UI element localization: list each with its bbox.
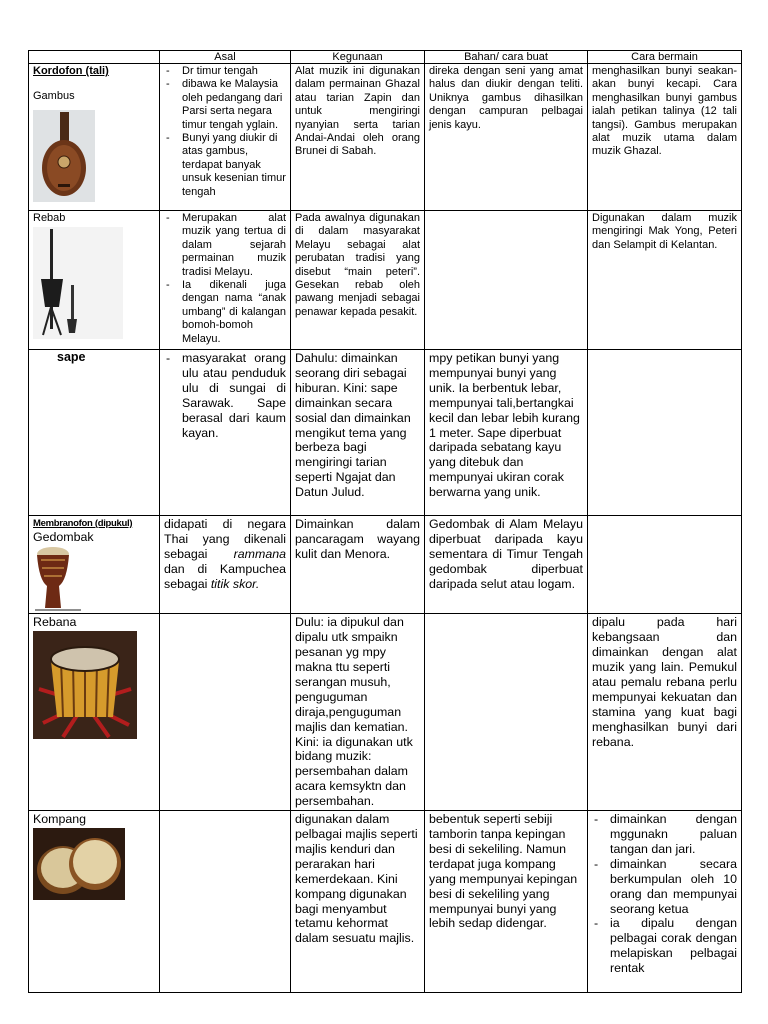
- header-bahan: Bahan/ cara buat: [425, 51, 588, 64]
- instrument-table: [28, 50, 742, 993]
- instrument-name: sape: [57, 350, 86, 364]
- table-row: [29, 516, 742, 614]
- table-row: [29, 64, 742, 211]
- asal-italic: titik skor.: [210, 576, 260, 591]
- kegunaan-cell: Dimainkan dalam pancaragam wayang kulit dan Menora.: [291, 516, 425, 614]
- list-item: - Merupakan alat muzik yang tertua di dalam sejarah permainan muzik tradisi Melayu.: [164, 212, 286, 279]
- category-label: Kordofon (tali): [33, 65, 109, 77]
- list-item: - dimainkan secara berkumpulan oleh 10 orang dan mempunyai seorang ketua: [592, 857, 737, 917]
- table-row: [29, 211, 742, 350]
- bahan-cell: Gedombak di Alam Melayu diperbuat daripada kayu sementara di Timur Tengah gedombak diperbuat daripada selut atau logam.: [425, 516, 588, 614]
- cara-cell: menghasilkan bunyi seakan-akan bunyi kecapi. Cara menghasilkan bunyi gambus ialah petikan talinya (12 tali tangsi). Gambus merupakan alat muzik utama dalam muzik Ghazal.: [588, 64, 742, 211]
- instrument-cell: [29, 811, 160, 993]
- table-row: [29, 614, 742, 811]
- asal-text: didapati di negara Thai yang dikenali sebagai: [164, 517, 286, 561]
- cara-cell: Digunakan dalam muzik mengiringi Mak Yong, Peteri dan Selampit di Kelantan.: [588, 211, 742, 350]
- instrument-name: Gambus: [33, 90, 75, 103]
- list-item: - dimainkan dengan mggunakn paluan tangan dan jari.: [592, 812, 737, 857]
- kompang-image: [33, 828, 125, 900]
- asal-cell: [160, 516, 291, 614]
- instrument-cell: [29, 64, 160, 211]
- gedombak-image: [33, 546, 83, 612]
- instrument-name: Rebab: [33, 212, 66, 224]
- cara-cell: dipalu pada hari kebangsaan dan dimainkan dengan alat muzik yang lain. Pemukul atau pemalu rebana perlu mempunyai kekuatan dan stamina yang kuat bagi menghasilkan bunyi dari rebana.: [588, 614, 742, 811]
- header-row: [29, 51, 742, 64]
- list-item: - Ia dikenali juga dengan nama “anak umbang” di kalangan bomoh-bomoh Melayu.: [164, 279, 286, 346]
- rebana-image: [33, 631, 137, 739]
- instrument-cell: [29, 350, 160, 516]
- bahan-cell: mpy petikan bunyi yang mempunyai bunyi yang unik. Ia berbentuk lebar, mempunyai tali,bertangkai kecil dan lebar lebih kurang 1 meter. Sape diperbuat daripada sebatang kayu yang ditebuk dan mempunyai ukiran corak berwarna yang unik.: [425, 350, 588, 516]
- list-item: - dibawa ke Malaysia oleh pedangang dari Parsi serta negara timur tengah yglain.: [164, 78, 286, 132]
- category-label: Membranofon (dipukul): [33, 518, 133, 529]
- kegunaan-cell: Dulu: ia dipukul dan dipalu utk smpaikn pesanan yg mpy makna ttu seperti serangan musuh, penguguman diraja,penguguman majlis dan kematian. Kini: ia digunakan utk bidang muzik: persembahan dalam acara kemsyktn dan persembahan.: [291, 614, 425, 811]
- table-row: [29, 811, 742, 993]
- asal-cell: [160, 211, 291, 350]
- instrument-name: Gedombak: [33, 530, 94, 545]
- instrument-name: Rebana: [33, 615, 77, 630]
- asal-cell: [160, 811, 291, 993]
- bahan-cell: [425, 211, 588, 350]
- list-item: - masyarakat orang ulu atau penduduk ulu di sungai di Sarawak. Sape berasal dari kaum kayan.: [164, 351, 286, 440]
- list-item: - Bunyi yang diukir di atas gambus, terdapat banyak unsuk kesenian timur tengah: [164, 132, 286, 199]
- instrument-cell: [29, 211, 160, 350]
- bahan-cell: bebentuk seperti sebiji tamborin tanpa kepingan besi di sekeliling. Namun terdapat juga kompang yang mempunyai kepingan besi di sekeliling yang mempunyai bunyi yang lebih sedap didengar.: [425, 811, 588, 993]
- asal-text: dan di Kampuchea sebagai: [164, 561, 286, 591]
- gambus-image: [33, 110, 95, 202]
- list-item: - Dr timur tengah: [164, 65, 286, 78]
- asal-cell: [160, 64, 291, 211]
- list-item: - ia dipalu dengan pelbagai corak dengan melapiskan pelbagai rentak: [592, 916, 737, 976]
- instrument-cell: [29, 614, 160, 811]
- kegunaan-cell: Dahulu: dimainkan seorang diri sebagai hiburan. Kini: sape dimainkan secara sosial dan dimainkan mengikut tema yang berbeza bagi mengiringi tarian seperti Ngajat dan Datun Julud.: [291, 350, 425, 516]
- cara-cell: [588, 350, 742, 516]
- kegunaan-cell: digunakan dalam pelbagai majlis seperti majlis kenduri dan perarakan hari kemerdekaan. Kini kompang digunakan bagi menyambut tetamu kehormat dalam sesuatu majlis.: [291, 811, 425, 993]
- asal-cell: [160, 614, 291, 811]
- cara-cell: [588, 811, 742, 993]
- cara-cell: [588, 516, 742, 614]
- asal-italic: rammana: [233, 546, 286, 561]
- asal-cell: [160, 350, 291, 516]
- table-row: [29, 350, 742, 516]
- instrument-cell: [29, 516, 160, 614]
- bahan-cell: [425, 614, 588, 811]
- instrument-name: Kompang: [33, 812, 87, 827]
- rebab-image: [33, 227, 123, 339]
- header-kegunaan: Kegunaan: [291, 51, 425, 64]
- header-asal: Asal: [160, 51, 291, 64]
- header-blank: [29, 51, 160, 64]
- header-cara-bermain: Cara bermain: [588, 51, 742, 64]
- kegunaan-cell: Pada awalnya digunakan di dalam masyarakat Melayu sebagai alat perubatan tradisi yang disebut “main peteri”. Gesekan rebab oleh pawang menjadi sebagai penawar kepada pesakit.: [291, 211, 425, 350]
- kegunaan-cell: Alat muzik ini digunakan dalam permainan Ghazal atau tarian Zapin dan untuk mengiringi nyanyian serta tarian Andai-Andai oleh orang Brunei di Sabah.: [291, 64, 425, 211]
- bahan-cell: direka dengan seni yang amat halus dan diukir dengan teliti. Uniknya gambus dihasilkan dengan campuran pelbagai jenis kayu.: [425, 64, 588, 211]
